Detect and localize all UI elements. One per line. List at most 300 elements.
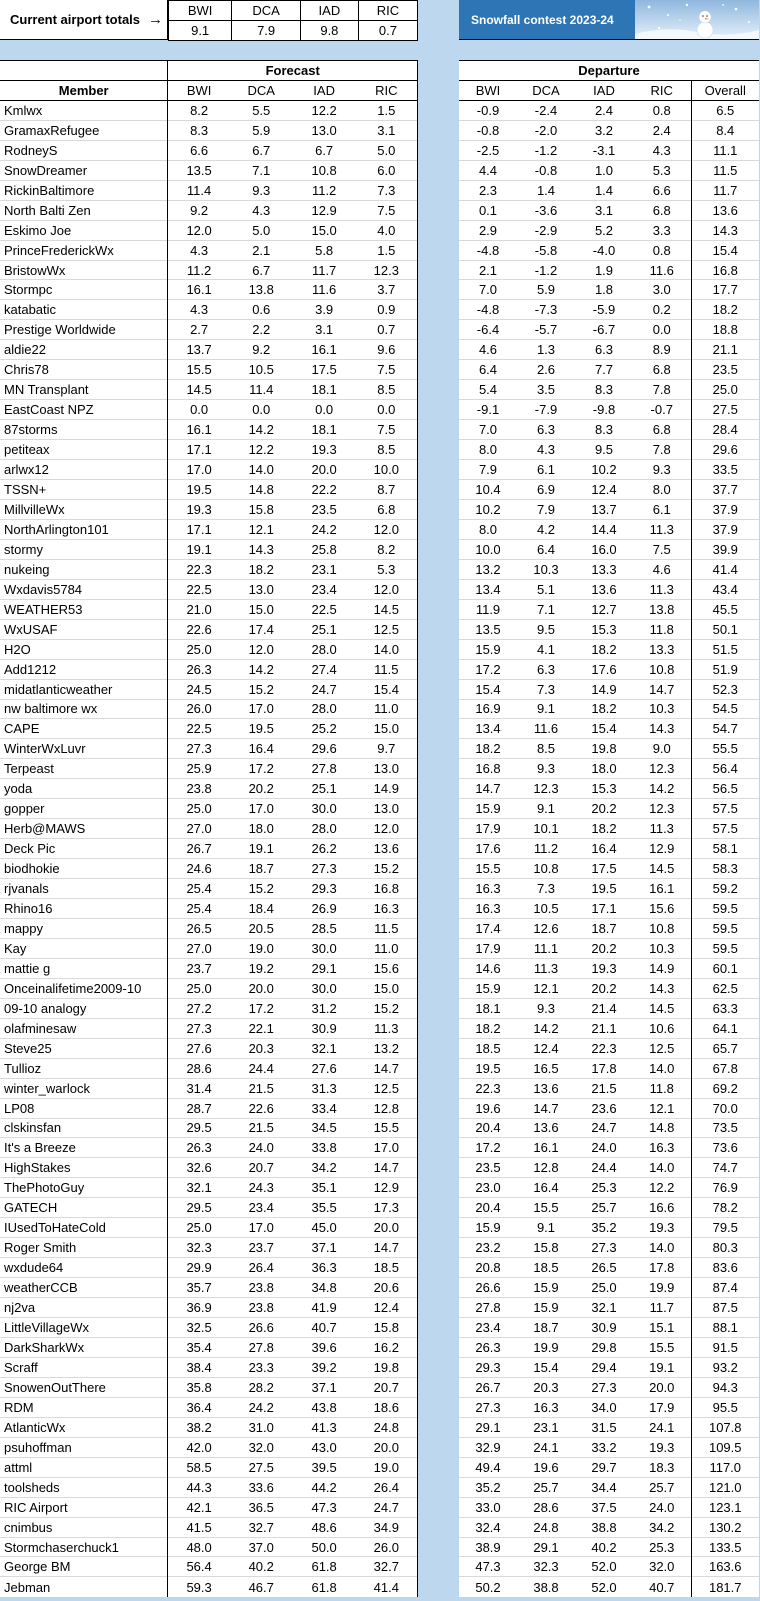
- member-name: TSSN+: [0, 480, 168, 500]
- departure-bwi: 2.9: [459, 220, 517, 240]
- overall-score: 43.4: [691, 579, 759, 599]
- forecast-ric: 6.0: [356, 160, 418, 180]
- contest-banner: [459, 0, 759, 40]
- departure-dca: 20.3: [517, 1377, 575, 1397]
- member-name: H2O: [0, 639, 168, 659]
- departure-ric: 5.3: [633, 160, 691, 180]
- forecast-iad: 61.8: [293, 1557, 356, 1577]
- departure-bwi: 23.2: [459, 1238, 517, 1258]
- forecast-iad: 39.2: [293, 1357, 356, 1377]
- table-row: [0, 1238, 418, 1258]
- departure-bwi: 47.3: [459, 1557, 517, 1577]
- forecast-iad: 16.1: [293, 340, 356, 360]
- departure-bwi: 27.3: [459, 1397, 517, 1417]
- forecast-ric: 1.5: [356, 240, 418, 260]
- forecast-iad: 32.1: [293, 1038, 356, 1058]
- departure-ric: 8.9: [633, 340, 691, 360]
- departure-rows: [459, 100, 759, 1596]
- forecast-iad: 33.4: [293, 1098, 356, 1118]
- forecast-iad: 10.8: [293, 160, 356, 180]
- departure-iad: 15.3: [575, 779, 633, 799]
- table-row: [0, 1058, 418, 1078]
- forecast-header: Forecast: [168, 61, 418, 81]
- forecast-iad: 30.0: [293, 799, 356, 819]
- departure-bwi: 49.4: [459, 1457, 517, 1477]
- forecast-bwi: 2.7: [168, 320, 230, 340]
- forecast-bwi: 17.1: [168, 440, 230, 460]
- forecast-ric: 8.5: [356, 380, 418, 400]
- member-name: GATECH: [0, 1198, 168, 1218]
- table-row: [459, 1517, 759, 1537]
- departure-dca: 32.3: [517, 1557, 575, 1577]
- table-row: [459, 260, 759, 280]
- table-row: [459, 859, 759, 879]
- forecast-iad: 19.3: [293, 440, 356, 460]
- forecast-ric: 15.0: [356, 719, 418, 739]
- forecast-ric: 8.2: [356, 539, 418, 559]
- forecast-dca: 21.5: [230, 1078, 293, 1098]
- table-row: [0, 739, 418, 759]
- forecast-bwi: 27.2: [168, 998, 230, 1018]
- forecast-ric: 12.8: [356, 1098, 418, 1118]
- table-row: [0, 519, 418, 539]
- departure-bwi: 50.2: [459, 1577, 517, 1597]
- forecast-bwi: 42.1: [168, 1497, 230, 1517]
- member-name: BristowWx: [0, 260, 168, 280]
- table-row: [459, 819, 759, 839]
- departure-ric: 10.6: [633, 1018, 691, 1038]
- departure-iad: 34.0: [575, 1397, 633, 1417]
- forecast-bwi: 25.0: [168, 639, 230, 659]
- departure-iad: 19.8: [575, 739, 633, 759]
- forecast-table: [0, 60, 418, 1597]
- forecast-bwi: 16.1: [168, 420, 230, 440]
- overall-score: 11.7: [691, 180, 759, 200]
- table-row: [0, 699, 418, 719]
- departure-dca: 14.2: [517, 1018, 575, 1038]
- departure-iad: 13.7: [575, 499, 633, 519]
- forecast-dca: 16.4: [230, 739, 293, 759]
- forecast-ric: 18.6: [356, 1397, 418, 1417]
- table-row: [0, 1098, 418, 1118]
- forecast-bwi: 29.5: [168, 1198, 230, 1218]
- forecast-dca: 24.2: [230, 1397, 293, 1417]
- table-row: [0, 579, 418, 599]
- departure-iad: 17.6: [575, 659, 633, 679]
- member-name: PrinceFrederickWx: [0, 240, 168, 260]
- departure-dca: 1.3: [517, 340, 575, 360]
- departure-dca: -0.8: [517, 160, 575, 180]
- forecast-dca: 28.2: [230, 1377, 293, 1397]
- departure-bwi: 6.4: [459, 360, 517, 380]
- departure-iad: 19.3: [575, 958, 633, 978]
- departure-iad: 5.2: [575, 220, 633, 240]
- departure-bwi: 18.2: [459, 739, 517, 759]
- forecast-dca: 12.2: [230, 440, 293, 460]
- departure-ric: 0.8: [633, 100, 691, 120]
- departure-dca: 11.6: [517, 719, 575, 739]
- member-name: arlwx12: [0, 460, 168, 480]
- table-row: [459, 519, 759, 539]
- departure-bwi: 7.0: [459, 420, 517, 440]
- departure-dca: 18.7: [517, 1318, 575, 1338]
- forecast-bwi: 21.0: [168, 599, 230, 619]
- table-row: [459, 280, 759, 300]
- forecast-bwi: 22.5: [168, 579, 230, 599]
- overall-score: 15.4: [691, 240, 759, 260]
- forecast-dca: 23.7: [230, 1238, 293, 1258]
- table-row: [459, 779, 759, 799]
- forecast-bwi: 11.4: [168, 180, 230, 200]
- departure-ric: 12.2: [633, 1178, 691, 1198]
- member-name: It's a Breeze: [0, 1138, 168, 1158]
- forecast-iad: 43.0: [293, 1437, 356, 1457]
- forecast-bwi: 59.3: [168, 1577, 230, 1597]
- forecast-iad: 25.8: [293, 539, 356, 559]
- totals-label: [0, 0, 168, 40]
- table-row: [0, 440, 418, 460]
- member-name: mappy: [0, 918, 168, 938]
- forecast-dca: 15.0: [230, 599, 293, 619]
- forecast-bwi: 32.6: [168, 1158, 230, 1178]
- forecast-iad: 25.1: [293, 779, 356, 799]
- departure-ric: 14.0: [633, 1238, 691, 1258]
- departure-bwi: 15.9: [459, 978, 517, 998]
- table-row: [0, 140, 418, 160]
- departure-dca: 6.9: [517, 480, 575, 500]
- member-name: Add1212: [0, 659, 168, 679]
- departure-iad: 24.0: [575, 1138, 633, 1158]
- forecast-dca: 26.6: [230, 1318, 293, 1338]
- departure-bwi: 26.7: [459, 1377, 517, 1397]
- departure-iad: 1.8: [575, 280, 633, 300]
- overall-score: 27.5: [691, 400, 759, 420]
- departure-bwi: 29.3: [459, 1357, 517, 1377]
- forecast-iad: 15.0: [293, 220, 356, 240]
- table-row: [0, 340, 418, 360]
- member-name: RIC Airport: [0, 1497, 168, 1517]
- departure-iad: 13.6: [575, 579, 633, 599]
- forecast-ric: 17.3: [356, 1198, 418, 1218]
- forecast-iad: 11.2: [293, 180, 356, 200]
- departure-dca: 13.6: [517, 1078, 575, 1098]
- member-name: nw baltimore wx: [0, 699, 168, 719]
- forecast-bwi: 6.6: [168, 140, 230, 160]
- overall-score: 70.0: [691, 1098, 759, 1118]
- forecast-dca: 21.5: [230, 1118, 293, 1138]
- forecast-dca: 14.3: [230, 539, 293, 559]
- departure-ric: 11.3: [633, 819, 691, 839]
- departure-ric: 14.9: [633, 958, 691, 978]
- member-name: WEATHER53: [0, 599, 168, 619]
- contest-title: Snowfall contest 2023-24: [471, 13, 614, 27]
- overall-score: 18.2: [691, 300, 759, 320]
- table-row: [459, 1397, 759, 1417]
- departure-iad: 31.5: [575, 1417, 633, 1437]
- table-row: [459, 679, 759, 699]
- member-name: cnimbus: [0, 1517, 168, 1537]
- forecast-bwi: 16.1: [168, 280, 230, 300]
- departure-ric: 14.3: [633, 719, 691, 739]
- totals-airport-dca: DCA: [232, 1, 301, 21]
- departure-ric: 13.8: [633, 599, 691, 619]
- forecast-iad: 37.1: [293, 1377, 356, 1397]
- table-row: [0, 1477, 418, 1497]
- forecast-dca: 14.8: [230, 480, 293, 500]
- departure-iad: 37.5: [575, 1497, 633, 1517]
- table-row: [459, 1357, 759, 1377]
- departure-header: Departure: [459, 61, 759, 81]
- overall-score: 117.0: [691, 1457, 759, 1477]
- departure-iad: 10.2: [575, 460, 633, 480]
- forecast-bwi: 13.5: [168, 160, 230, 180]
- departure-bwi: 13.4: [459, 719, 517, 739]
- overall-score: 74.7: [691, 1158, 759, 1178]
- forecast-dca: 7.1: [230, 160, 293, 180]
- departure-bwi: 19.6: [459, 1098, 517, 1118]
- table-row: [0, 958, 418, 978]
- departure-iad: 14.9: [575, 679, 633, 699]
- forecast-ric: 11.3: [356, 1018, 418, 1038]
- departure-dca: 16.3: [517, 1397, 575, 1417]
- departure-dca: 9.1: [517, 1218, 575, 1238]
- departure-dca: 9.5: [517, 619, 575, 639]
- forecast-ric: 4.0: [356, 220, 418, 240]
- departure-ric: 4.3: [633, 140, 691, 160]
- table-row: [0, 480, 418, 500]
- departure-bwi: 18.5: [459, 1038, 517, 1058]
- departure-iad: 15.3: [575, 619, 633, 639]
- departure-ric: 14.5: [633, 998, 691, 1018]
- forecast-bwi: 31.4: [168, 1078, 230, 1098]
- table-row: [0, 1417, 418, 1437]
- table-row: [0, 200, 418, 220]
- member-name: gopper: [0, 799, 168, 819]
- overall-score: 88.1: [691, 1318, 759, 1338]
- departure-dca: 15.9: [517, 1298, 575, 1318]
- overall-score: 51.9: [691, 659, 759, 679]
- forecast-iad: 27.6: [293, 1058, 356, 1078]
- forecast-iad: 29.3: [293, 879, 356, 899]
- departure-ric: 17.9: [633, 1397, 691, 1417]
- table-row: [459, 400, 759, 420]
- forecast-dca: 0.6: [230, 300, 293, 320]
- forecast-iad: 27.8: [293, 759, 356, 779]
- departure-dca: 7.3: [517, 679, 575, 699]
- departure-dca: 6.3: [517, 659, 575, 679]
- departure-iad: 27.3: [575, 1238, 633, 1258]
- forecast-iad: 3.9: [293, 300, 356, 320]
- totals-airport-ric: RIC: [358, 1, 417, 21]
- forecast-ric: 0.9: [356, 300, 418, 320]
- departure-ric: 10.8: [633, 918, 691, 938]
- forecast-bwi: 25.4: [168, 879, 230, 899]
- forecast-ric: 14.7: [356, 1158, 418, 1178]
- forecast-dca: 20.7: [230, 1158, 293, 1178]
- table-row: [0, 380, 418, 400]
- departure-ric: 19.3: [633, 1218, 691, 1238]
- forecast-dca: 0.0: [230, 400, 293, 420]
- table-row: [459, 1557, 759, 1577]
- departure-bwi: 20.8: [459, 1258, 517, 1278]
- departure-bwi: 13.4: [459, 579, 517, 599]
- forecast-ric: 26.0: [356, 1537, 418, 1557]
- member-name: clskinsfan: [0, 1118, 168, 1138]
- member-name: weatherCCB: [0, 1278, 168, 1298]
- forecast-iad: 30.0: [293, 978, 356, 998]
- member-name: North Balti Zen: [0, 200, 168, 220]
- departure-table: [459, 60, 759, 1597]
- departure-ric: 10.3: [633, 938, 691, 958]
- departure-dca: 4.3: [517, 440, 575, 460]
- departure-bwi: -2.5: [459, 140, 517, 160]
- table-row: [459, 1218, 759, 1238]
- forecast-iad: 28.0: [293, 699, 356, 719]
- overall-score: 16.8: [691, 260, 759, 280]
- forecast-bwi: 19.5: [168, 480, 230, 500]
- forecast-bwi: 35.7: [168, 1278, 230, 1298]
- departure-iad: -3.1: [575, 140, 633, 160]
- overall-score: 37.7: [691, 480, 759, 500]
- table-row: [0, 1457, 418, 1477]
- departure-iad: 17.8: [575, 1058, 633, 1078]
- departure-bwi: 14.6: [459, 958, 517, 978]
- table-row: [0, 499, 418, 519]
- forecast-col-dca: DCA: [230, 80, 293, 100]
- departure-iad: 25.3: [575, 1178, 633, 1198]
- table-row: [459, 998, 759, 1018]
- departure-iad: 1.4: [575, 180, 633, 200]
- forecast-bwi: 36.9: [168, 1298, 230, 1318]
- member-name: RickinBaltimore: [0, 180, 168, 200]
- table-row: [459, 559, 759, 579]
- departure-bwi: 15.9: [459, 1218, 517, 1238]
- forecast-dca: 14.2: [230, 659, 293, 679]
- forecast-iad: 23.4: [293, 579, 356, 599]
- forecast-iad: 18.1: [293, 420, 356, 440]
- departure-bwi: 32.4: [459, 1517, 517, 1537]
- forecast-dca: 40.2: [230, 1557, 293, 1577]
- forecast-iad: 34.2: [293, 1158, 356, 1178]
- departure-iad: 17.1: [575, 899, 633, 919]
- table-row: [459, 1457, 759, 1477]
- table-row: [459, 440, 759, 460]
- forecast-ric: 32.7: [356, 1557, 418, 1577]
- departure-bwi: 13.5: [459, 619, 517, 639]
- departure-dca: 8.5: [517, 739, 575, 759]
- forecast-bwi: 38.4: [168, 1357, 230, 1377]
- departure-ric: 19.9: [633, 1278, 691, 1298]
- table-row: [459, 1278, 759, 1298]
- forecast-iad: 3.1: [293, 320, 356, 340]
- forecast-bwi: 13.7: [168, 340, 230, 360]
- forecast-ric: 14.0: [356, 639, 418, 659]
- departure-dca: 24.1: [517, 1437, 575, 1457]
- departure-dca: 2.6: [517, 360, 575, 380]
- table-row: [0, 938, 418, 958]
- table-row: [0, 539, 418, 559]
- departure-bwi: 10.0: [459, 539, 517, 559]
- forecast-bwi: 9.2: [168, 200, 230, 220]
- forecast-bwi: 4.3: [168, 300, 230, 320]
- departure-bwi: 17.2: [459, 1138, 517, 1158]
- overall-score: 37.9: [691, 519, 759, 539]
- departure-dca: 5.9: [517, 280, 575, 300]
- departure-ric: 12.1: [633, 1098, 691, 1118]
- overall-score: 50.1: [691, 619, 759, 639]
- forecast-ric: 14.5: [356, 599, 418, 619]
- table-row: [0, 839, 418, 859]
- table-row: [459, 1577, 759, 1597]
- overall-score: 11.1: [691, 140, 759, 160]
- departure-dca: 19.6: [517, 1457, 575, 1477]
- forecast-iad: 18.1: [293, 380, 356, 400]
- forecast-dca: 15.2: [230, 879, 293, 899]
- departure-ric: 11.7: [633, 1298, 691, 1318]
- departure-iad: 12.7: [575, 599, 633, 619]
- table-row: [459, 1377, 759, 1397]
- table-row: [459, 220, 759, 240]
- forecast-ric: 14.7: [356, 1238, 418, 1258]
- table-row: [0, 1557, 418, 1577]
- table-row: [0, 819, 418, 839]
- forecast-iad: 26.9: [293, 899, 356, 919]
- forecast-bwi: 35.8: [168, 1377, 230, 1397]
- departure-ric: 14.0: [633, 1058, 691, 1078]
- departure-dca: -5.7: [517, 320, 575, 340]
- forecast-iad: 28.5: [293, 918, 356, 938]
- overall-score: 17.7: [691, 280, 759, 300]
- overall-score: 8.4: [691, 120, 759, 140]
- departure-ric: 13.3: [633, 639, 691, 659]
- forecast-ric: 16.3: [356, 899, 418, 919]
- overall-score: 41.4: [691, 559, 759, 579]
- member-name: DarkSharkWx: [0, 1338, 168, 1358]
- member-name: Kay: [0, 938, 168, 958]
- forecast-dca: 17.2: [230, 998, 293, 1018]
- member-name: stormy: [0, 539, 168, 559]
- forecast-iad: 39.6: [293, 1338, 356, 1358]
- departure-col-dca: DCA: [517, 80, 575, 100]
- forecast-dca: 5.5: [230, 100, 293, 120]
- departure-dca: -2.0: [517, 120, 575, 140]
- forecast-iad: 35.1: [293, 1178, 356, 1198]
- table-row: [459, 380, 759, 400]
- departure-bwi: 23.5: [459, 1158, 517, 1178]
- table-row: [0, 918, 418, 938]
- departure-col-iad: IAD: [575, 80, 633, 100]
- departure-dca: 7.9: [517, 499, 575, 519]
- forecast-iad: 25.2: [293, 719, 356, 739]
- forecast-iad: 39.5: [293, 1457, 356, 1477]
- departure-bwi: 2.1: [459, 260, 517, 280]
- forecast-dca: 2.1: [230, 240, 293, 260]
- forecast-ric: 17.0: [356, 1138, 418, 1158]
- forecast-iad: 17.5: [293, 360, 356, 380]
- departure-ric: 11.3: [633, 519, 691, 539]
- forecast-iad: 6.7: [293, 140, 356, 160]
- forecast-iad: 27.4: [293, 659, 356, 679]
- departure-dca: 11.2: [517, 839, 575, 859]
- member-name: 87storms: [0, 420, 168, 440]
- overall-score: 13.6: [691, 200, 759, 220]
- table-row: [0, 1397, 418, 1417]
- departure-iad: 24.7: [575, 1118, 633, 1138]
- table-row: [459, 839, 759, 859]
- table-row: [459, 1178, 759, 1198]
- table-row: [459, 639, 759, 659]
- overall-score: 78.2: [691, 1198, 759, 1218]
